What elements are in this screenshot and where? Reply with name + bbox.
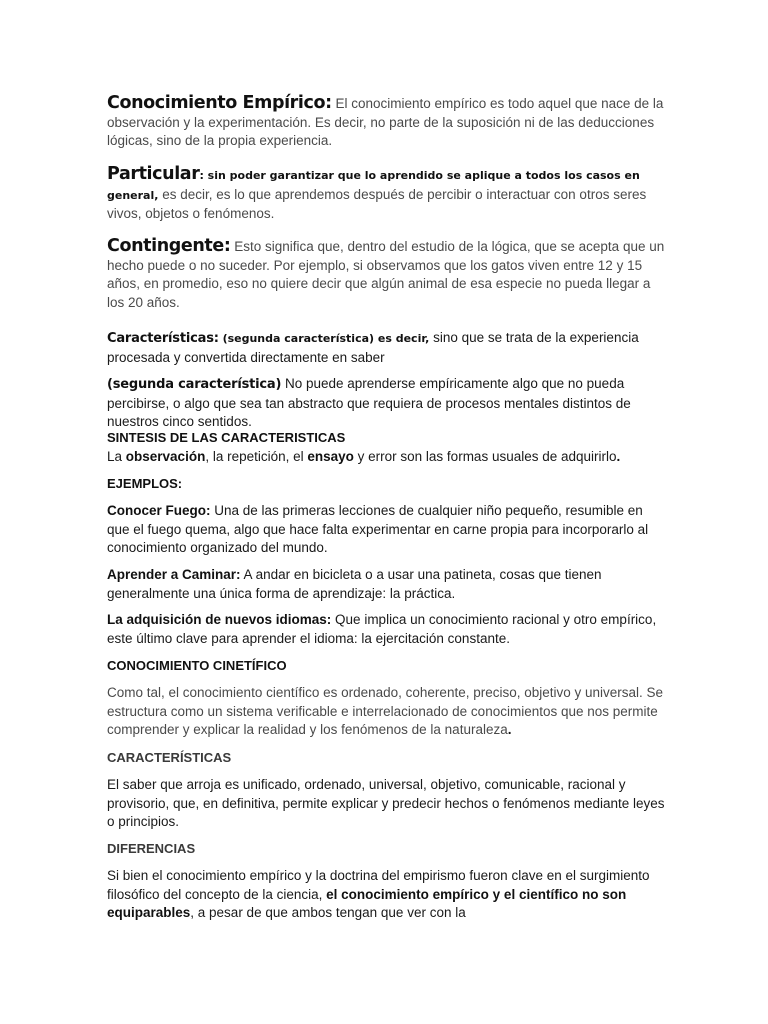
caracteristicas-text: sino que se trata de la experiencia procesada y convertida directamente en saber <box>107 330 639 365</box>
ejemplo-item <box>107 611 667 648</box>
sintesis-b1: observación <box>125 448 206 464</box>
particular-paragraph <box>107 165 667 224</box>
sintesis-t2: , la repetición, el <box>205 448 308 464</box>
sintesis-block <box>107 429 667 466</box>
ejemplo-text: Que implica un conocimiento racional y otro empírico, este último clave para aprender el idioma: la ejercitación constante. <box>107 612 657 646</box>
caracteristicas2-paragraph: El saber que arroja es unificado, ordenado, universal, objetivo, comunicable, racional y provisorio, que, en definitiva, permite explicar y predecir hechos o fenómenos mediante leyes o principios. <box>107 777 665 829</box>
diferencias-t2: , a pesar de que ambos tengan que ver con la <box>190 905 466 920</box>
ejemplo-label: La adquisición de nuevos idiomas: <box>107 612 332 627</box>
segunda-text: No puede aprenderse empíricamente algo que no pueda percibirse, o algo que sea tan abstracto que requiera de procesos mentales distintos de nuestros cinco sentidos. <box>107 376 631 429</box>
cinetifico-paragraph <box>107 684 667 740</box>
ejemplos-heading: EJEMPLOS: <box>107 476 183 491</box>
particular-bold-text: : sin poder garantizar que lo aprendido se aplique a todos los casos en general, <box>107 169 640 202</box>
sintesis-heading: SINTESIS DE LAS CARACTERISTICAS <box>107 430 346 445</box>
sintesis-text <box>107 448 667 467</box>
empirico-text: El conocimiento empírico es todo aquel que nace de la observación y la experimentación. Es decir, no parte de la suposición ni de las deducciones lógicas, sino de la propia experiencia. <box>107 96 664 148</box>
sintesis-b3: . <box>616 448 621 464</box>
empirico-paragraph <box>107 94 667 151</box>
cinetifico-end: . <box>507 722 512 737</box>
ejemplo-label: Conocer Fuego: <box>107 503 211 518</box>
cinetifico-heading: CONOCIMIENTO CINETÍFICO <box>107 658 287 673</box>
empirico-heading: Conocimiento Empírico: <box>107 93 332 113</box>
cinetifico-text: Como tal, el conocimiento científico es ordenado, coherente, preciso, objetivo y universal. Se estructura como un sistema verificable e interrelacionado de conocimientos que nos permite comprender y explicar la realidad y los fenómenos de la naturaleza <box>107 685 664 737</box>
caracteristicas-bold: es decir, <box>374 332 430 345</box>
diferencias-heading: DIFERENCIAS <box>107 841 196 856</box>
contingente-heading: Contingente: <box>107 236 231 256</box>
caracteristicas-paren: (segunda característica) <box>218 332 375 345</box>
sintesis-t1: La <box>107 448 126 464</box>
contingente-paragraph <box>107 237 667 312</box>
ejemplo-text: A andar en bicicleta o a usar una patineta, cosas que tienen generalmente una única forma de aprendizaje: la práctica. <box>107 567 602 601</box>
segunda-bold: (segunda característica) <box>107 377 282 392</box>
particular-text: es decir, es lo que aprendemos después de percibir o interactuar con otros seres vivos, objetos o fenómenos. <box>107 186 647 221</box>
caracteristicas-heading: Características: <box>107 331 219 346</box>
sintesis-t3: y error son las formas usuales de adquirirlo <box>353 448 617 464</box>
ejemplo-text: Una de las primeras lecciones de cualquier niño pequeño, resumible en que el fuego quema, algo que hace falta experimentar en carne propia para incorporarlo al conocimiento organizado del mundo. <box>107 503 649 555</box>
ejemplo-item <box>107 566 667 603</box>
sintesis-b2: ensayo <box>307 448 354 464</box>
caracteristicas-paragraph <box>107 329 667 367</box>
ejemplo-item <box>107 502 667 558</box>
caracteristicas2-heading: CARACTERÍSTICAS <box>107 750 232 765</box>
particular-heading: Particular <box>107 164 200 184</box>
contingente-text: Esto significa que, dentro del estudio de la lógica, que se acepta que un hecho puede o no suceder. Por ejemplo, si observamos que los gatos viven entre 12 y 15 años, en promedio, eso no quiere decir que algún animal de esa especie no pueda llegar a los 20 años. <box>107 239 665 310</box>
diferencias-paragraph <box>107 867 667 923</box>
segunda-paragraph <box>107 375 667 432</box>
diferencias-t1: Si bien el conocimiento empírico y la doctrina del empirismo fueron clave en el surgimiento filosófico del concepto de la ciencia, <box>107 868 650 902</box>
ejemplo-label: Aprender a Caminar: <box>107 567 241 582</box>
diferencias-bold: el conocimiento empírico y el científico no son equiparables <box>107 886 627 920</box>
